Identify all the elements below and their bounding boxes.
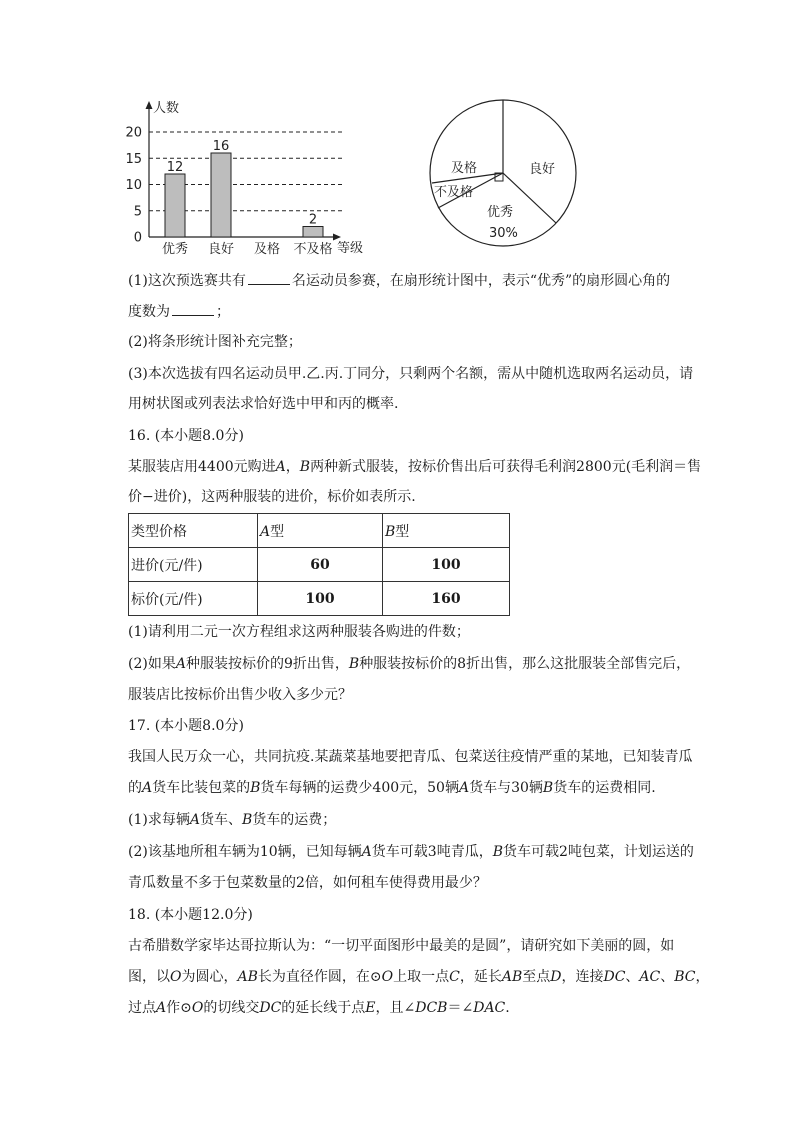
x-tick-labels	[162, 241, 333, 257]
q17-header: 17. (本小题8.0分)	[128, 718, 244, 734]
text: 名运动员参赛，在扇形统计图中，表示“优秀”的扇形圆心角的	[291, 273, 671, 289]
var: AB	[237, 969, 258, 985]
q15-part2: (2)将条形统计图补充完整；	[128, 334, 302, 350]
var: DC	[259, 1000, 282, 1016]
var: A	[156, 1000, 167, 1016]
text: ＝∠	[447, 1000, 474, 1016]
text: (1)这次预选赛共有	[128, 273, 246, 289]
text: 货车的运费；	[252, 812, 337, 828]
q15-part1-line2	[128, 301, 688, 322]
text: 度数为	[128, 304, 170, 320]
text: 货车可载2吨包菜，计划运送的	[503, 844, 694, 860]
q16-part2-line1	[128, 654, 691, 674]
text: ，连接	[561, 969, 604, 985]
q17-text-line2	[128, 778, 688, 798]
y-tick-label: 5	[133, 204, 142, 220]
text: 至点	[522, 969, 551, 985]
var: O	[381, 969, 394, 985]
y-tick-label: 10	[125, 178, 142, 193]
answer-blank-count	[248, 270, 290, 285]
q15-part3-line2: 用树状图或列表法求恰好选中甲和丙的概率.	[128, 396, 399, 412]
bars	[165, 139, 323, 237]
x-tick-label: 及格	[253, 242, 281, 257]
table-header-cell	[258, 514, 383, 548]
text: 、	[660, 969, 675, 985]
y-tick-labels	[125, 126, 142, 246]
figure-charts	[120, 95, 590, 265]
table-row	[129, 548, 510, 582]
var: AC	[639, 969, 661, 985]
table-cell: 60	[258, 548, 383, 582]
y-axis-label: 人数	[153, 101, 180, 116]
x-tick-label: 优秀	[161, 242, 189, 257]
y-tick-label: 0	[133, 230, 142, 246]
table-cell: 标价(元/件)	[129, 582, 258, 616]
table-header-cell: 类型价格	[129, 514, 258, 548]
q15-part1-line1	[128, 270, 688, 291]
price-table	[128, 513, 510, 616]
var: A	[275, 459, 286, 475]
var: B	[348, 656, 360, 672]
var: DC	[603, 969, 626, 985]
q16-text-line1	[128, 457, 702, 477]
var: DAC	[473, 1000, 506, 1016]
pie-label-good: 良好	[529, 162, 556, 177]
var: A	[189, 812, 200, 828]
q18-text-line3	[128, 998, 688, 1018]
table-row	[129, 582, 510, 616]
var: B	[385, 523, 396, 540]
x-axis-label: 等级	[337, 241, 364, 256]
text: 货车可载3吨青瓜，	[371, 844, 493, 860]
q15-part3-line1: (3)本次选拔有四名运动员甲.乙.丙.丁同分，只剩两个名额，需从中随机选取两名运动员，请	[128, 366, 694, 382]
pie-label-excellent: 优秀	[487, 205, 514, 220]
text: 货车每辆的运费少400元，50辆	[260, 780, 459, 796]
text: ，	[695, 969, 710, 985]
var: DCB	[415, 1000, 448, 1016]
answer-blank-angle	[172, 301, 214, 316]
pie-chart	[430, 100, 576, 246]
pie-label-excellent-percent: 30%	[489, 226, 518, 241]
y-axis-arrow	[146, 101, 153, 109]
q18-text-line1: 古希腊数学家毕达哥拉斯认为：“一切平面图形中最美的是圆”，请研究如下美丽的圆，如	[128, 938, 675, 954]
text: 货车与30辆	[469, 780, 543, 796]
text: 货车的运费相同.	[553, 780, 656, 796]
y-tick-label: 15	[125, 151, 142, 167]
q17-text-line1: 我国人民万众一心，共同抗疫.某蔬菜基地要把青瓜、包菜送往疫情严重的某地，已知装青瓜	[128, 749, 693, 765]
table-row	[129, 514, 510, 548]
pie-label-fail: 不及格	[434, 185, 474, 200]
var: A	[361, 844, 372, 860]
bar	[211, 153, 231, 237]
text: 的切线交	[203, 1000, 260, 1016]
bar-chart	[125, 100, 363, 257]
table-cell: 进价(元/件)	[129, 548, 258, 582]
text: 货车比装包菜的	[152, 780, 251, 796]
bar-value-label: 16	[212, 139, 230, 154]
q17-part2-line2: 青瓜数量不多于包菜数量的2倍，如何租车使得费用最少？	[128, 875, 487, 891]
q17-part2-line1	[128, 842, 694, 862]
text: 某服装店用4400元购进	[128, 459, 276, 475]
q16-part2-line2: 服装店比按标价出售少收入多少元？	[128, 687, 352, 703]
text: 为圆心，	[181, 969, 238, 985]
table-cell: 100	[383, 548, 510, 582]
var: E	[365, 1000, 376, 1016]
text: ，	[285, 459, 300, 475]
q17-part1	[128, 810, 688, 830]
text: ，延长	[459, 969, 502, 985]
text: 图，以	[128, 969, 170, 985]
table-cell: 100	[258, 582, 383, 616]
var: B	[542, 780, 554, 796]
var: B	[241, 812, 253, 828]
q18-text-line2	[128, 967, 710, 987]
var: O	[170, 969, 182, 985]
var: B	[250, 780, 261, 796]
q16-text-line2: 价−进价)，这两种服装的进价，标价如表所示.	[128, 489, 416, 505]
text: 过点	[128, 1000, 156, 1016]
table-cell: 160	[383, 582, 510, 616]
table-header-cell	[383, 514, 510, 548]
x-tick-label: 不及格	[293, 242, 333, 257]
text: ，且∠	[375, 1000, 416, 1016]
var: A	[175, 656, 186, 672]
x-tick-label: 良好	[207, 242, 235, 257]
text: (2)该基地所租车辆为10辆，已知每辆	[128, 844, 362, 860]
bar	[303, 227, 323, 238]
bar	[165, 174, 185, 237]
text: (2)如果	[128, 656, 176, 672]
var: BC	[674, 969, 696, 985]
text: 型	[395, 523, 410, 540]
text: 长为直径作圆，在⊙	[257, 969, 382, 985]
var: A	[458, 780, 470, 796]
text: 型	[270, 523, 285, 540]
var: B	[299, 459, 311, 475]
text: 种服装按标价的8折出售，那么这批服装全部售完后，	[359, 656, 691, 672]
q16-header: 16. (本小题8.0分)	[128, 428, 244, 444]
var: A	[260, 523, 271, 540]
var: D	[550, 969, 562, 985]
text: 上取一点	[393, 969, 450, 985]
y-tick-label: 20	[125, 125, 142, 141]
pie-label-pass: 及格	[451, 161, 478, 176]
text: 、	[625, 969, 640, 985]
text: 作⊙	[166, 1000, 192, 1016]
text: 两种新式服装，按标价售出后可获得毛利润2800元(毛利润＝售	[310, 459, 702, 475]
x-axis-arrow	[333, 234, 341, 241]
text: 的	[128, 780, 142, 796]
text: (1)求每辆	[128, 812, 190, 828]
var: C	[449, 969, 460, 985]
text: 货车、	[199, 812, 242, 828]
var: O	[191, 1000, 204, 1016]
q18-header: 18. (本小题12.0分)	[128, 907, 253, 923]
var: A	[142, 780, 153, 796]
var: B	[492, 844, 503, 860]
text: 种服装按标价的9折出售，	[185, 656, 349, 672]
bar-value-label: 12	[166, 160, 184, 175]
bar-value-label: 2	[308, 212, 318, 228]
var: AB	[501, 969, 523, 985]
q16-part1: (1)请利用二元一次方程组求这两种服装各购进的件数；	[128, 624, 470, 640]
text: 的延长线于点	[281, 1000, 366, 1016]
text: .	[505, 1000, 510, 1016]
text: ；	[216, 304, 230, 320]
